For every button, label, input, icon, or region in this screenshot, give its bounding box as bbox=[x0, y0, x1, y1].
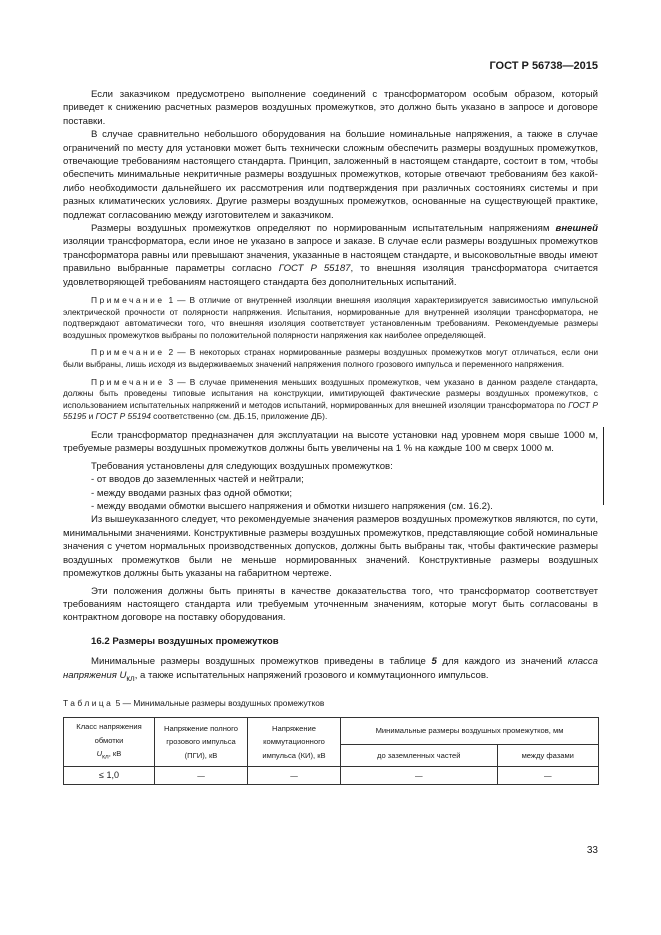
table-cell: — bbox=[497, 766, 598, 784]
standard-ref: ГОСТ Р 55194 bbox=[95, 411, 151, 422]
text: Размеры воздушных промежутков определяют по нормированным испытательным напряжениям bbox=[91, 223, 556, 235]
paragraph: Если заказчиком предусмотрено выполнение соединений с трансформатором особым образом, который приведет к снижению расчетных размеров воздушных промежутков, это должно быть указано в запросе и договоре поставки. bbox=[63, 89, 598, 127]
note-label: Примечание bbox=[91, 347, 165, 358]
header-cell-pgi: Напряжение полного грозового импульса (ПГИ), кВ bbox=[155, 718, 248, 767]
note-2 bbox=[63, 347, 598, 370]
paragraph bbox=[63, 655, 598, 685]
section-number: 16.2 bbox=[91, 635, 110, 647]
paragraph: Требования установлены для следующих воздушных промежутков: bbox=[91, 460, 393, 472]
table-row bbox=[64, 766, 599, 784]
paragraph: Из вышеуказанного следует, что рекомендуемые значения размеров воздушных промежутков являются, по сути, минимальными значениями. Конструктивные размеры воздушных промежутков, представляющие собой номинальные значения с учетом нормальных производственных допусков, должны быть выбраны так, чтобы фактические размеры воздушных промежутков были не меньше нормированных значений. Конструктивные размеры воздушных промежутков должны быть указаны на габаритном чертеже. bbox=[63, 514, 598, 580]
caption-label: Таблица bbox=[63, 697, 114, 708]
standard-ref: ГОСТ Р 55187 bbox=[278, 263, 351, 275]
table-cell: — bbox=[341, 766, 498, 784]
paragraph: В случае сравнительно небольшого оборудования на большие номинальные напряжения, а также в случае ограничений по месту для установки может быть технически сложным обеспечить размеры воздушных промежутков, отвечающие требованиям настоящего стандарта. Принцип, заложенный в настоящем стандарте, состоит в том, чтобы обеспечить минимальные некритичные размеры воздушных промежутков, которые отвечают требованиям без какой-либо необходимости дальнейшего их рассмотрения или подтверждения при различных состояниях системы и при разных климатических условиях. Другие размеры воздушных промежутков, основанные на существующей практике, подлежат согласованию между изготовителем и заказчиком. bbox=[63, 129, 598, 221]
document-header: ГОСТ Р 56738—2015 bbox=[489, 60, 598, 72]
list-item: - от вводов до заземленных частей и нейтрали; bbox=[91, 474, 304, 486]
subscript: кл bbox=[126, 673, 135, 683]
note-text: 1 — В отличие от внутренней изоляции внешняя изоляция характеризируется зависимостью импульсной электрической прочности от полярности напряжения. Испытания, нормированные для внутренней изоляции трансформатора, не подтверждают автоматически того, что внешняя изоляция соответствует установленным требованиям. Рекомендуемые размеры воздушных промежутков выбраны по положительной полярности напряжения как наиболее определяющей. bbox=[63, 295, 598, 340]
header-cell-ki: Напряжение коммутационного импульса (КИ), кВ bbox=[248, 718, 341, 767]
paragraph: Если трансформатор предназначен для эксплуатации на высоте установки над уровнем моря свыше 1000 м, требуемые размеры воздушных промежутков должны быть увеличены на 1 % на каждые 100 м сверх 1000 м. bbox=[63, 430, 598, 455]
note-3 bbox=[63, 377, 598, 423]
text: , а также испытательных напряжений грозового и коммутационного импульсов. bbox=[134, 669, 489, 681]
note-text: 3 — В случае применения меньших воздушных промежутков, чем указано в данном разделе стандарта, должны быть проведены типовые испытания на конструкции, имитирующей фактические размеры воздушных промежутков, с использованием испытательных напряжений и методов испытаний, нормированных для внешней изоляции трансформатора по bbox=[63, 376, 598, 410]
list-item: - между вводами разных фаз одной обмотки; bbox=[91, 487, 293, 499]
emphasis: внешней bbox=[555, 223, 598, 235]
page-number: 33 bbox=[586, 845, 598, 856]
section-title: Размеры воздушных промежутков bbox=[112, 635, 279, 647]
text: соответственно (см. ДБ.15, приложение ДБ). bbox=[150, 411, 328, 422]
text: , то внешняя изоляция трансформатора считается удовлетворяющей требованиям настоящего стандарта без дополнительных испытаний. bbox=[63, 263, 598, 288]
header-cell-min: Минимальные размеры воздушных промежутков, мм bbox=[341, 718, 599, 745]
voltage-class: класса напряжения U bbox=[63, 656, 598, 681]
table-caption bbox=[63, 697, 598, 710]
table-cell: — bbox=[248, 766, 341, 784]
section-heading bbox=[91, 635, 598, 648]
caption-text: 5 — Минимальные размеры воздушных промежутков bbox=[113, 697, 325, 708]
document-body bbox=[63, 88, 598, 785]
text: Минимальные размеры воздушных промежутков приведены в таблице bbox=[91, 656, 432, 668]
note-label: Примечание bbox=[91, 295, 165, 306]
note-label: Примечание bbox=[91, 376, 165, 387]
note-1 bbox=[63, 295, 598, 341]
text: и bbox=[86, 411, 96, 422]
standard-ref: ГОСТ Р 55195 bbox=[63, 399, 598, 422]
text: для каждого из значений bbox=[436, 656, 568, 668]
clearance-table bbox=[63, 717, 599, 785]
change-bar bbox=[603, 427, 604, 505]
note-text: 2 — В некоторых странах нормированные размеры воздушных промежутков могут отличаться, если они были выбраны, лишь исходя из выдерживаемых значений напряжения полного грозового импульса и переменного напряжения. bbox=[63, 347, 598, 370]
paragraph bbox=[63, 222, 598, 289]
text: изоляции трансформатора, если иное не указано в запросе и заказе. В случае если размеры воздушных промежутков трансформатора равны или превышают значения, указанные в настоящем стандарте, и высоковольтные вводы имеют правильно выбранные параметры согласно bbox=[63, 236, 598, 275]
header-cell-class: Класс напряжения обмотки $U_{кл}$, кВ bbox=[64, 718, 155, 767]
list-item: - между вводами обмотки высшего напряжения и обмотки низшего напряжения (см. 16.2). bbox=[91, 501, 493, 513]
header-cell-ground: до заземленных частей bbox=[341, 744, 498, 766]
table-cell: — bbox=[155, 766, 248, 784]
header-cell-phase: между фазами bbox=[497, 744, 598, 766]
paragraph: Эти положения должны быть приняты в качестве доказательства того, что трансформатор соответствует требованиям настоящего стандарта или требуемым уточненным значениям, которые могут быть согласованы в контрактном договоре на поставку оборудования. bbox=[63, 585, 598, 624]
table-cell: ≤ 1,0 bbox=[64, 766, 155, 784]
table-ref: 5 bbox=[431, 656, 437, 668]
